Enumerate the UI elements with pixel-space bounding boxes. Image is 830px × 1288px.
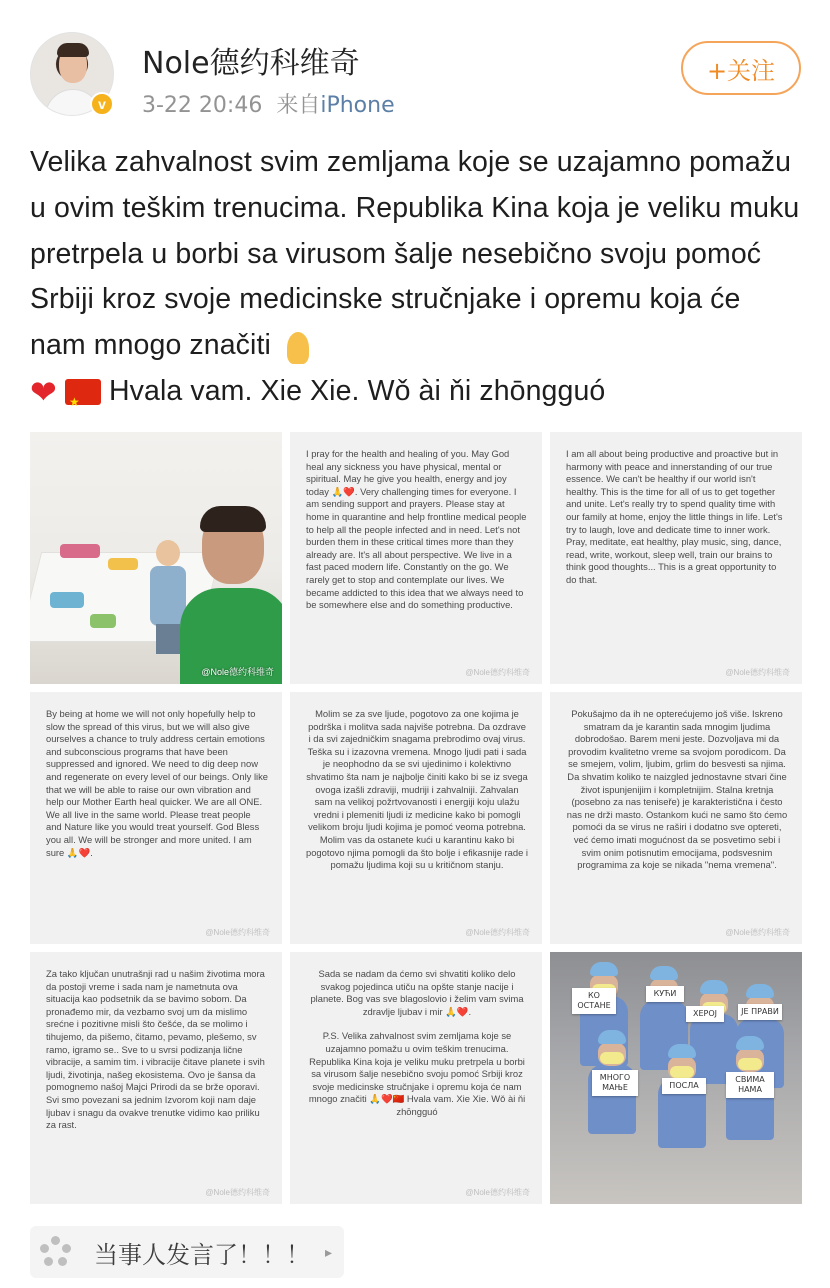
protest-sign: МНОГО МАЊЕ	[592, 1070, 638, 1096]
photo-toy	[60, 544, 100, 558]
chevron-right-icon: ▸	[324, 1243, 332, 1260]
post-text-main: Velika zahvalnost svim zemljama koje se uzajamno pomažu u ovim teškim trenucima. Republika Kina koja je veliku muku pretrpela u borbi sa virusom šalje nesebično svoju pomoć Srbiji kroz svoje medicinske stručnjake i opremu koja će nam mnogo značiti	[30, 146, 800, 362]
post-source[interactable]: iPhone	[320, 93, 395, 118]
panel-text: Molim se za sve ljude, pogotovo za one kojima je podrška i molitva sada najviše potrebna. Da ozdrave i da svi zajedničkim snagama prebrodimo ovaj virus. Teška su i izazovna vremena. Mnogo ljudi pati i sada je neophodno da se svi ujedinimo i kolektivno shvatimo šta nam je najbolje činiti kako bi se iz svega ovoga izašli zdraviji, mudriji i zahvalniji. Zahvalan sam na velikoj požrtvovanosti i energiji koju ulažu vredni i plemeniti ljudi iz medicine kako bi pomogli velikom broju ljudi kojima je pomoć veoma potrebna. Molim vas da ostanete kući u karantinu kako bi pogotovo njima pomogli da što bolje i efikasnije rade i pomažu ljudima koji su u kritičnom stanju.	[306, 708, 529, 871]
post-header	[0, 0, 830, 130]
panel-watermark: @Nole德约科维奇	[465, 668, 530, 677]
user-name[interactable]: Nole德约科维奇	[142, 46, 360, 81]
image-grid	[30, 432, 802, 1204]
follow-button[interactable]: +关注	[681, 41, 801, 95]
panel-text-paragraph: P.S. Velika zahvalnost svim zemljama koje se uzajamno pomažu u ovim teškim trenucima. Republika Kina koja je veliku muku pretrpela u borbi sa virusom šalje nesebično svoju pomoć Srbiji kroz svoje medicinske stručnjake i opremu koja će nam mnogo značiti 🙏❤️🇨🇳 Hvala vam. Xie Xie. Wǒ ài ňi zhōngguó	[308, 1030, 526, 1117]
topic-label: 当事人发言了！！！	[94, 1240, 310, 1269]
post-time: 3-22 20:46	[142, 93, 263, 118]
grid-image-text-panel-8[interactable]	[290, 952, 542, 1204]
red-heart-icon: ❤	[30, 374, 57, 411]
china-flag-icon	[65, 379, 101, 405]
source-prefix: 来自	[276, 93, 321, 118]
grid-image-family-photo[interactable]	[30, 432, 282, 684]
panel-text: By being at home we will not only hopefully help to slow the spread of this virus, but we will also give ourselves a chance to truly address certain emotions and subconscious programs that have been suppressed and ignored. We need to dig deep now and regenerate on every level of our beings. Only like that we will be able to raise our own vibration and help our Mother Earth heal quicker. We are all ONE. We all live in the same world. Please treat people and Nature like you would treat yourself. God Bless you all. We will be stronger and more united. I am sure 🙏❤️.	[46, 708, 269, 858]
grid-image-medical-team-photo[interactable]	[550, 952, 802, 1204]
panel-text: I am all about being productive and proactive but in harmony with peace and innerstanding of our true essence. We can't be healthy if our world isn't healthy. This is the time for all of us to get together and unite. Let's really try to spend quality time with our family at home, enjoy the little things in life. Let's try to laugh, love and dedicate time to inner work. Pray, meditate, eat healthy, play music, sing, dance, read, write, workout, sleep well, train our brains to think good thoughts... This is a great opportunity to do that.	[566, 448, 783, 585]
post-text	[30, 140, 802, 415]
photo-toy	[50, 592, 84, 608]
panel-text-paragraph: Sada se nadam da ćemo svi shvatiti koliko delo svakog pojedinca utiču na opšte stanje nacije i planete. Bog vas sve blagoslovio i želim vam svima zdravlje ljubav i mir 🙏❤️.	[310, 968, 524, 1017]
panel-text: I pray for the health and healing of you. May God heal any sickness you have physical, mental or spiritual. May he give you health, energy and joy today 🙏❤️. Very challenging times for everyone. I am sending support and prayers. Please stay at home in quarantine and help frontline medical people to help all the people infected and in need. Let's not burden them in these critical times more than they already are. It's all about perspective. We live in a fast paced modern life. Constantly on the go. We rarely get to stop and contemplate our lives. We became addicted to this idea that we always need to be somewhere else and do something productive.	[306, 448, 527, 611]
praying-hands-icon	[279, 328, 317, 366]
protest-sign: СВИМА НАМА	[726, 1072, 774, 1098]
panel-text: Pokušajmo da ih ne opterećujemo još više. Iskreno smatram da je karantin sada mnogim ljudima dobrodošao. Barem meni jeste. Dozvoljava mi da provodim kvalitetno vreme sa svojom porodicom. Da se smejem, volim, ljubim, grlim do besvesti sa njima. Da shvatim koliko te naizgled jednostavne stvari čine život ispunjenijim i kompletnijim. Stalna kretnja (posebno za nas teniseře) je karakteristična i često nas ne drži masto. Ostankom kući ne samo što ćemo pomoći da se virus ne raširi i dodatno sve optereti, već ćemo imati mogućnost da se posvetimo sebi i svim onim potisnutim emocijama, podsvesnim programima za koje se nikada "nema vremena".	[566, 708, 788, 871]
panel-watermark: @Nole德约科维奇	[465, 1188, 530, 1197]
protest-sign: КО ОСТАНЕ	[572, 988, 616, 1014]
post-meta	[142, 88, 395, 119]
topic-icon	[40, 1236, 72, 1268]
panel-watermark: @Nole德约科维奇	[205, 1188, 270, 1197]
panel-watermark: @Nole德约科维奇	[465, 928, 530, 937]
panel-watermark: @Nole德约科维奇	[205, 928, 270, 937]
grid-image-text-panel-3[interactable]	[550, 432, 802, 684]
grid-image-text-panel-7[interactable]	[30, 952, 282, 1204]
photo-medic	[658, 1044, 706, 1148]
photo-man	[180, 510, 282, 684]
panel-watermark: @Nole德约科维奇	[725, 928, 790, 937]
photo-toy	[108, 558, 138, 570]
photo-toy	[90, 614, 116, 628]
topic-link[interactable]	[30, 1226, 344, 1278]
grid-image-text-panel-2[interactable]	[290, 432, 542, 684]
panel-text	[290, 952, 542, 1119]
grid-image-text-panel-5[interactable]	[290, 692, 542, 944]
post-text-closing: Hvala vam. Xie Xie. Wǒ ài ňi zhōngguó	[108, 374, 606, 407]
grid-image-text-panel-6[interactable]	[550, 692, 802, 944]
verified-badge-icon: v	[90, 92, 114, 116]
protest-sign: ПОСЛА	[662, 1078, 706, 1094]
avatar-hair	[57, 43, 89, 57]
panel-text: Za tako ključan unutrašnji rad u našim životima mora da postoji vreme i sada nam je nametnuta ova situacija kao podsetnik da se bavimo sobom. Da pronađemo mir, da vezbamo svoj um da mislimo srećne i pozitivne misli što češće, da se molimo i tihujemo, da pišemo, čitamo, pevamo, plešemo, sv ramo, igramo se.. Sve to u svrsi podizanja lične vibracije, a samim tim. i vibracije čitave planete i svih ljudi, životinja, našeg ekosistema. Ovo je šansa da pomognemo našoj Majci Prirodi da se brže oporavi. Svi smo povezani sa jednim Izvorom koji nam daje ljubav i snagu da ovakve trenutke vidimo kao priliku za rast.	[46, 968, 265, 1131]
protest-sign: ХЕРОЈ	[686, 1006, 724, 1022]
grid-image-text-panel-4[interactable]	[30, 692, 282, 944]
protest-sign: КУЋИ	[646, 986, 684, 1002]
photo-watermark: @Nole德约科维奇	[201, 667, 274, 677]
panel-watermark: @Nole德约科维奇	[725, 668, 790, 677]
protest-sign: ЈЕ ПРАВИ	[738, 1004, 782, 1020]
